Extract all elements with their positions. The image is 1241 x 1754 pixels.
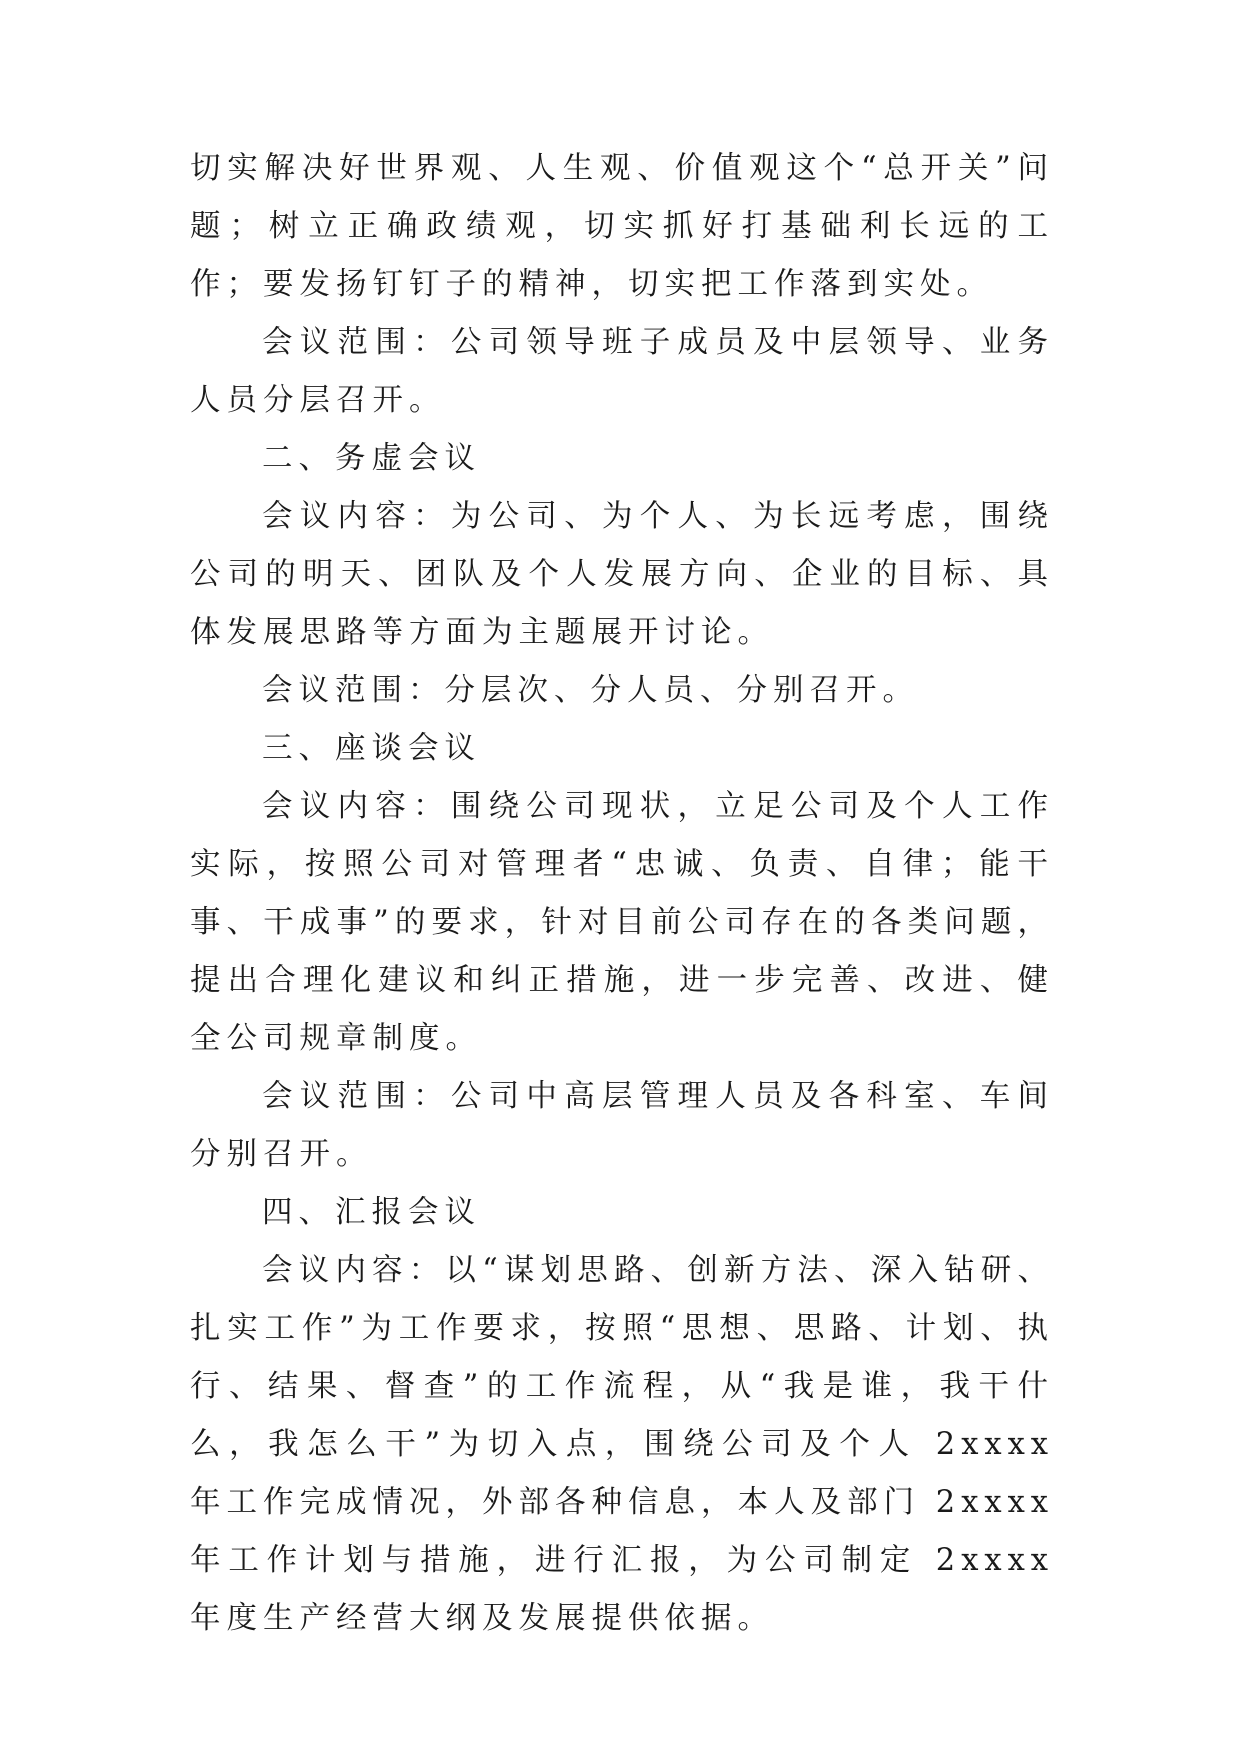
paragraph-meeting-scope-1: 会议范围：公司领导班子成员及中层领导、业务人员分层召开。	[190, 325, 1054, 418]
paragraph-meeting-content-4: 会议内容：以“谋划思路、创新方法、深入钻研、扎实工作”为工作要求，按照“思想、思路、计划、执行、结果、督查”的工作流程，从“我是谁，我干什么，我怎么干”为切入点，围绕公司及个人 2xxxx 年工作完成情况，外部各种信息，本人及部门 2xxxx 年工作计划与措施，进行汇报，为公司制定 2xxxx 年度生产经营大纲及发展提供依据。	[190, 1253, 1054, 1636]
section-heading-4: 四、汇报会议	[262, 1195, 481, 1230]
paragraph-continuation: 切实解决好世界观、人生观、价值观这个“总开关”问题；树立正确政绩观，切实抓好打基础利长远的工作；要发扬钉钉子的精神，切实把工作落到实处。	[190, 151, 1054, 302]
paragraph-meeting-scope-3: 会议范围：公司中高层管理人员及各科室、车间分别召开。	[190, 1079, 1054, 1172]
paragraph-meeting-content-3: 会议内容：围绕公司现状，立足公司及个人工作实际，按照公司对管理者“忠诚、负责、自律；能干事、干成事”的要求，针对目前公司存在的各类问题，提出合理化建议和纠正措施，进一步完善、改进、健全公司规章制度。	[190, 789, 1054, 1056]
paragraph-meeting-content-2: 会议内容：为公司、为个人、为长远考虑，围绕公司的明天、团队及个人发展方向、企业的目标、具体发展思路等方面为主题展开讨论。	[190, 499, 1054, 650]
paragraph-meeting-scope-2: 会议范围：分层次、分人员、分别召开。	[262, 673, 919, 708]
section-heading-3: 三、座谈会议	[262, 731, 481, 766]
document-page	[190, 140, 1054, 1648]
section-heading-2: 二、务虚会议	[262, 441, 481, 476]
